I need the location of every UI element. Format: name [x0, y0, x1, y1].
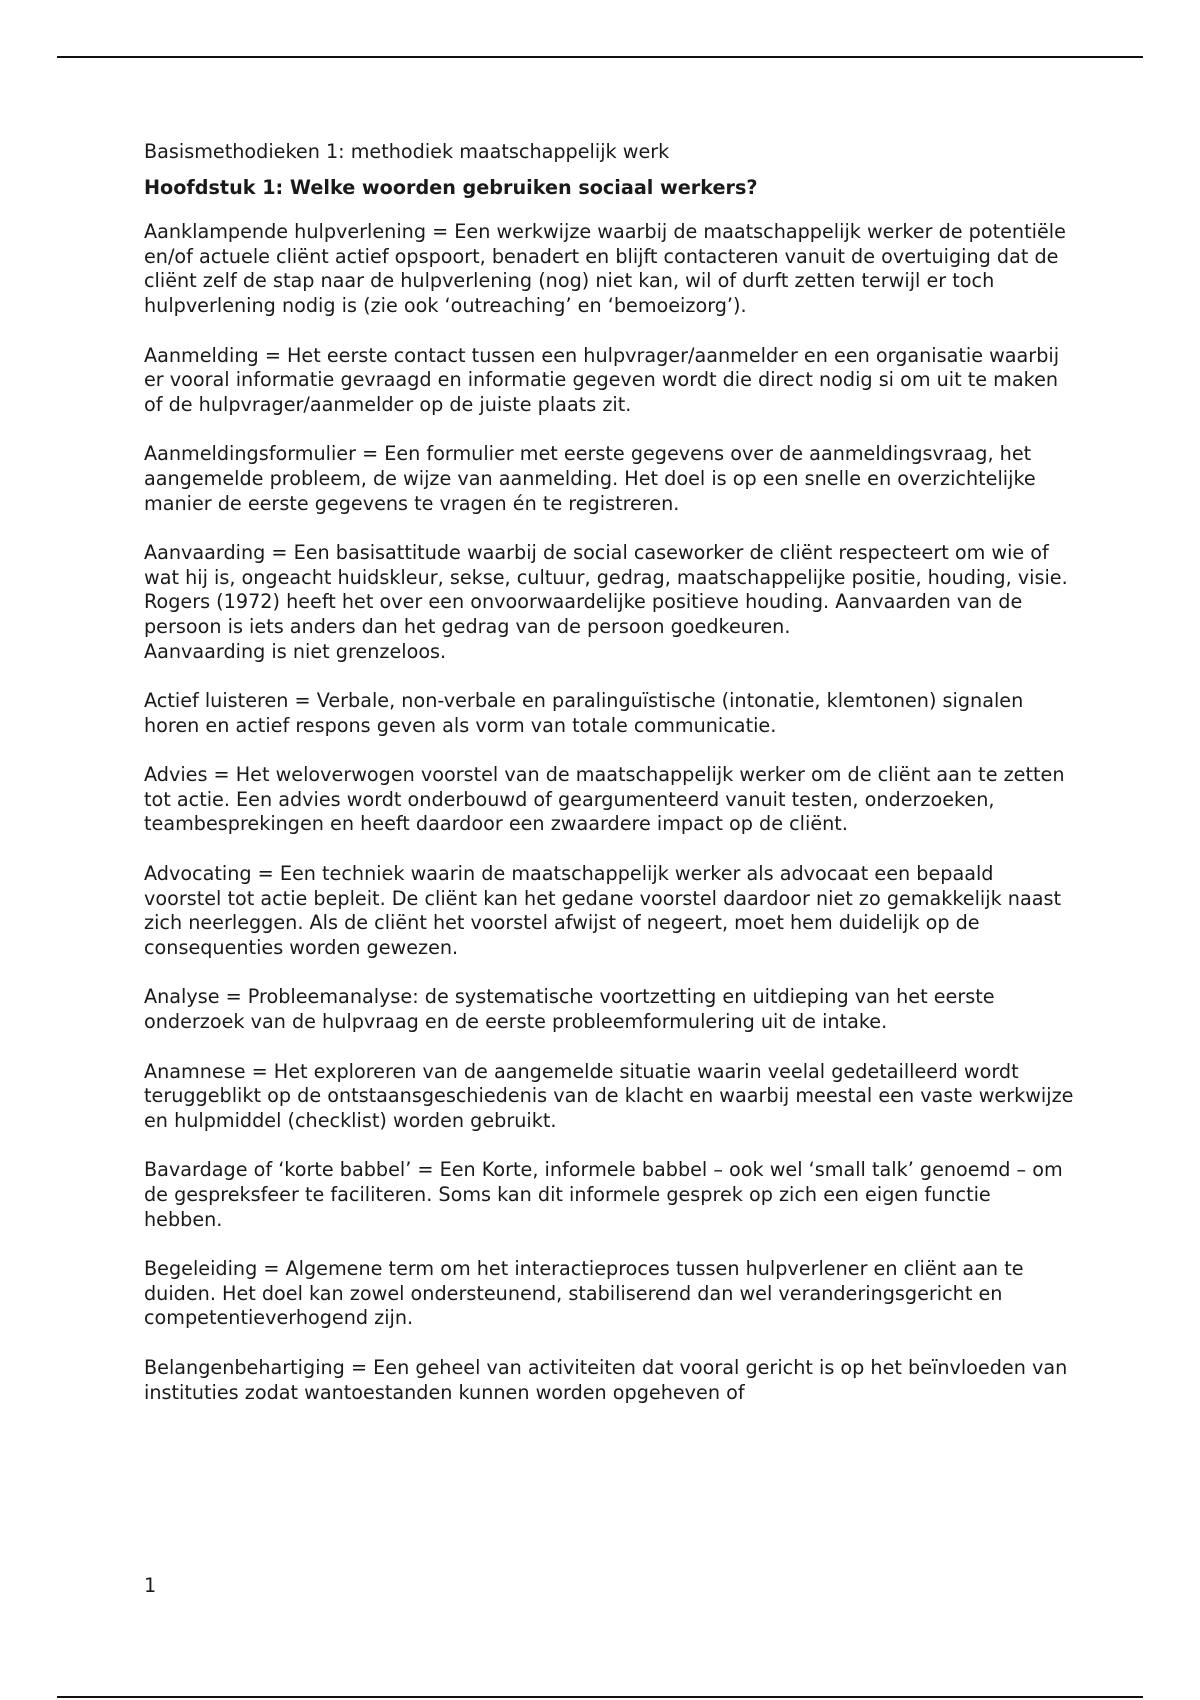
chapter-heading: Hoofdstuk 1: Welke woorden gebruiken sociaal werkers?: [144, 175, 758, 199]
entry-text: Aanvaarding = Een basisattitude waarbij de social caseworker de cliënt respecteert om wie of wat hij is, ongeacht huidskleur, sekse, cultuur, gedrag, maatschappelijke positie, houding, visie. Rogers (1972) heeft het over een onvoorwaardelijke positieve houding. Aanvaarden van de persoon is iets anders dan het gedrag van de persoon goedkeuren.: [144, 541, 1068, 638]
glossary-entry: [144, 689, 1074, 738]
entry-text: Analyse = Probleemanalyse: de systematische voortzetting en uitdieping van het eerste onderzoek van de hulpvraag en de eerste probleemformulering uit de intake.: [144, 985, 995, 1034]
footer-rule: [57, 1696, 1143, 1698]
document-title: Basismethodieken 1: methodiek maatschappelijk werk: [144, 140, 670, 163]
entry-note: Aanvaarding is niet grenzeloos.: [144, 639, 447, 663]
entry-text: Begeleiding = Algemene term om het interactieproces tussen hulpverlener en cliënt aan te duiden. Het doel kan zowel ondersteunend, stabiliserend dan wel veranderingsgericht en competentieverhogend zijn.: [144, 1257, 1024, 1330]
glossary-entry: [144, 985, 1074, 1034]
glossary-entry: [144, 1158, 1074, 1232]
entry-text: Bavardage of ‘korte babbel’ = Een Korte, informele babbel – ook wel ‘small talk’ genoemd – om de gespreksfeer te faciliteren. Soms kan dit informele gesprek op zich een eigen functie hebben.: [144, 1158, 1063, 1231]
glossary-entry: [144, 541, 1074, 664]
entry-text: Belangenbehartiging = Een geheel van activiteiten dat vooral gericht is op het beïnvloeden van instituties zodat wantoestanden kunnen worden opgeheven of: [144, 1355, 1068, 1404]
page-content: [144, 140, 1074, 1430]
page-number: 1: [144, 1574, 157, 1597]
entry-text: Advocating = Een techniek waarin de maatschappelijk werker als advocaat een bepaald voorstel tot actie bepleit. De cliënt kan het gedane voorstel daardoor niet zo gemakkelijk naast zich neerleggen. Als de cliënt het voorstel afwijst of negeert, moet hem duidelijk op de consequenties worden gewezen.: [144, 862, 1061, 959]
entry-text: Advies = Het weloverwogen voorstel van de maatschappelijk werker om de cliënt aan te zetten tot actie. Een advies wordt onderbouwd of geargumenteerd vanuit testen, onderzoeken, teambesprekingen en heeft daardoor een zwaardere impact op de cliënt.: [144, 763, 1065, 836]
glossary-entry: [144, 862, 1074, 960]
header-rule: [57, 56, 1143, 58]
entry-text: Aanklampende hulpverlening = Een werkwijze waarbij de maatschappelijk werker de potentiële en/of actuele cliënt actief opspoort, benadert en blijft contacteren vanuit de overtuiging dat de cliënt zelf de stap naar de hulpverlening (nog) niet kan, wil of durft zetten terwijl er toch hulpverlening nodig is (zie ook ‘outreaching’ en ‘bemoeizorg’).: [144, 220, 1066, 317]
glossary-entry: [144, 763, 1074, 837]
glossary-entry: [144, 442, 1074, 516]
entry-text: Anamnese = Het exploreren van de aangemelde situatie waarin veelal gedetailleerd wordt teruggeblikt op de ontstaansgeschiedenis van de klacht en waarbij meestal een vaste werkwijze en hulpmiddel (checklist) worden gebruikt.: [144, 1059, 1074, 1132]
entry-text: Aanmelding = Het eerste contact tussen een hulpvrager/aanmelder en een organisatie waarbij er vooral informatie gevraagd en informatie gegeven wordt die direct nodig si om uit te maken of de hulpvrager/aanmelder op de juiste plaats zit.: [144, 343, 1060, 416]
glossary-entry: [144, 220, 1074, 318]
glossary-entry: [144, 344, 1074, 418]
glossary-entry: [144, 1060, 1074, 1134]
glossary-entry: [144, 1356, 1074, 1405]
entry-text: Actief luisteren = Verbale, non-verbale en paralinguïstische (intonatie, klemtonen) signalen horen en actief respons geven als vorm van totale communicatie.: [144, 689, 1024, 737]
glossary-entry: [144, 1257, 1074, 1331]
entry-text: Aanmeldingsformulier = Een formulier met eerste gegevens over de aanmeldingsvraag, het aangemelde probleem, de wijze van aanmelding. Het doel is op een snelle en overzichtelijke manier de eerste gegevens te vragen én te registreren.: [144, 442, 1036, 515]
